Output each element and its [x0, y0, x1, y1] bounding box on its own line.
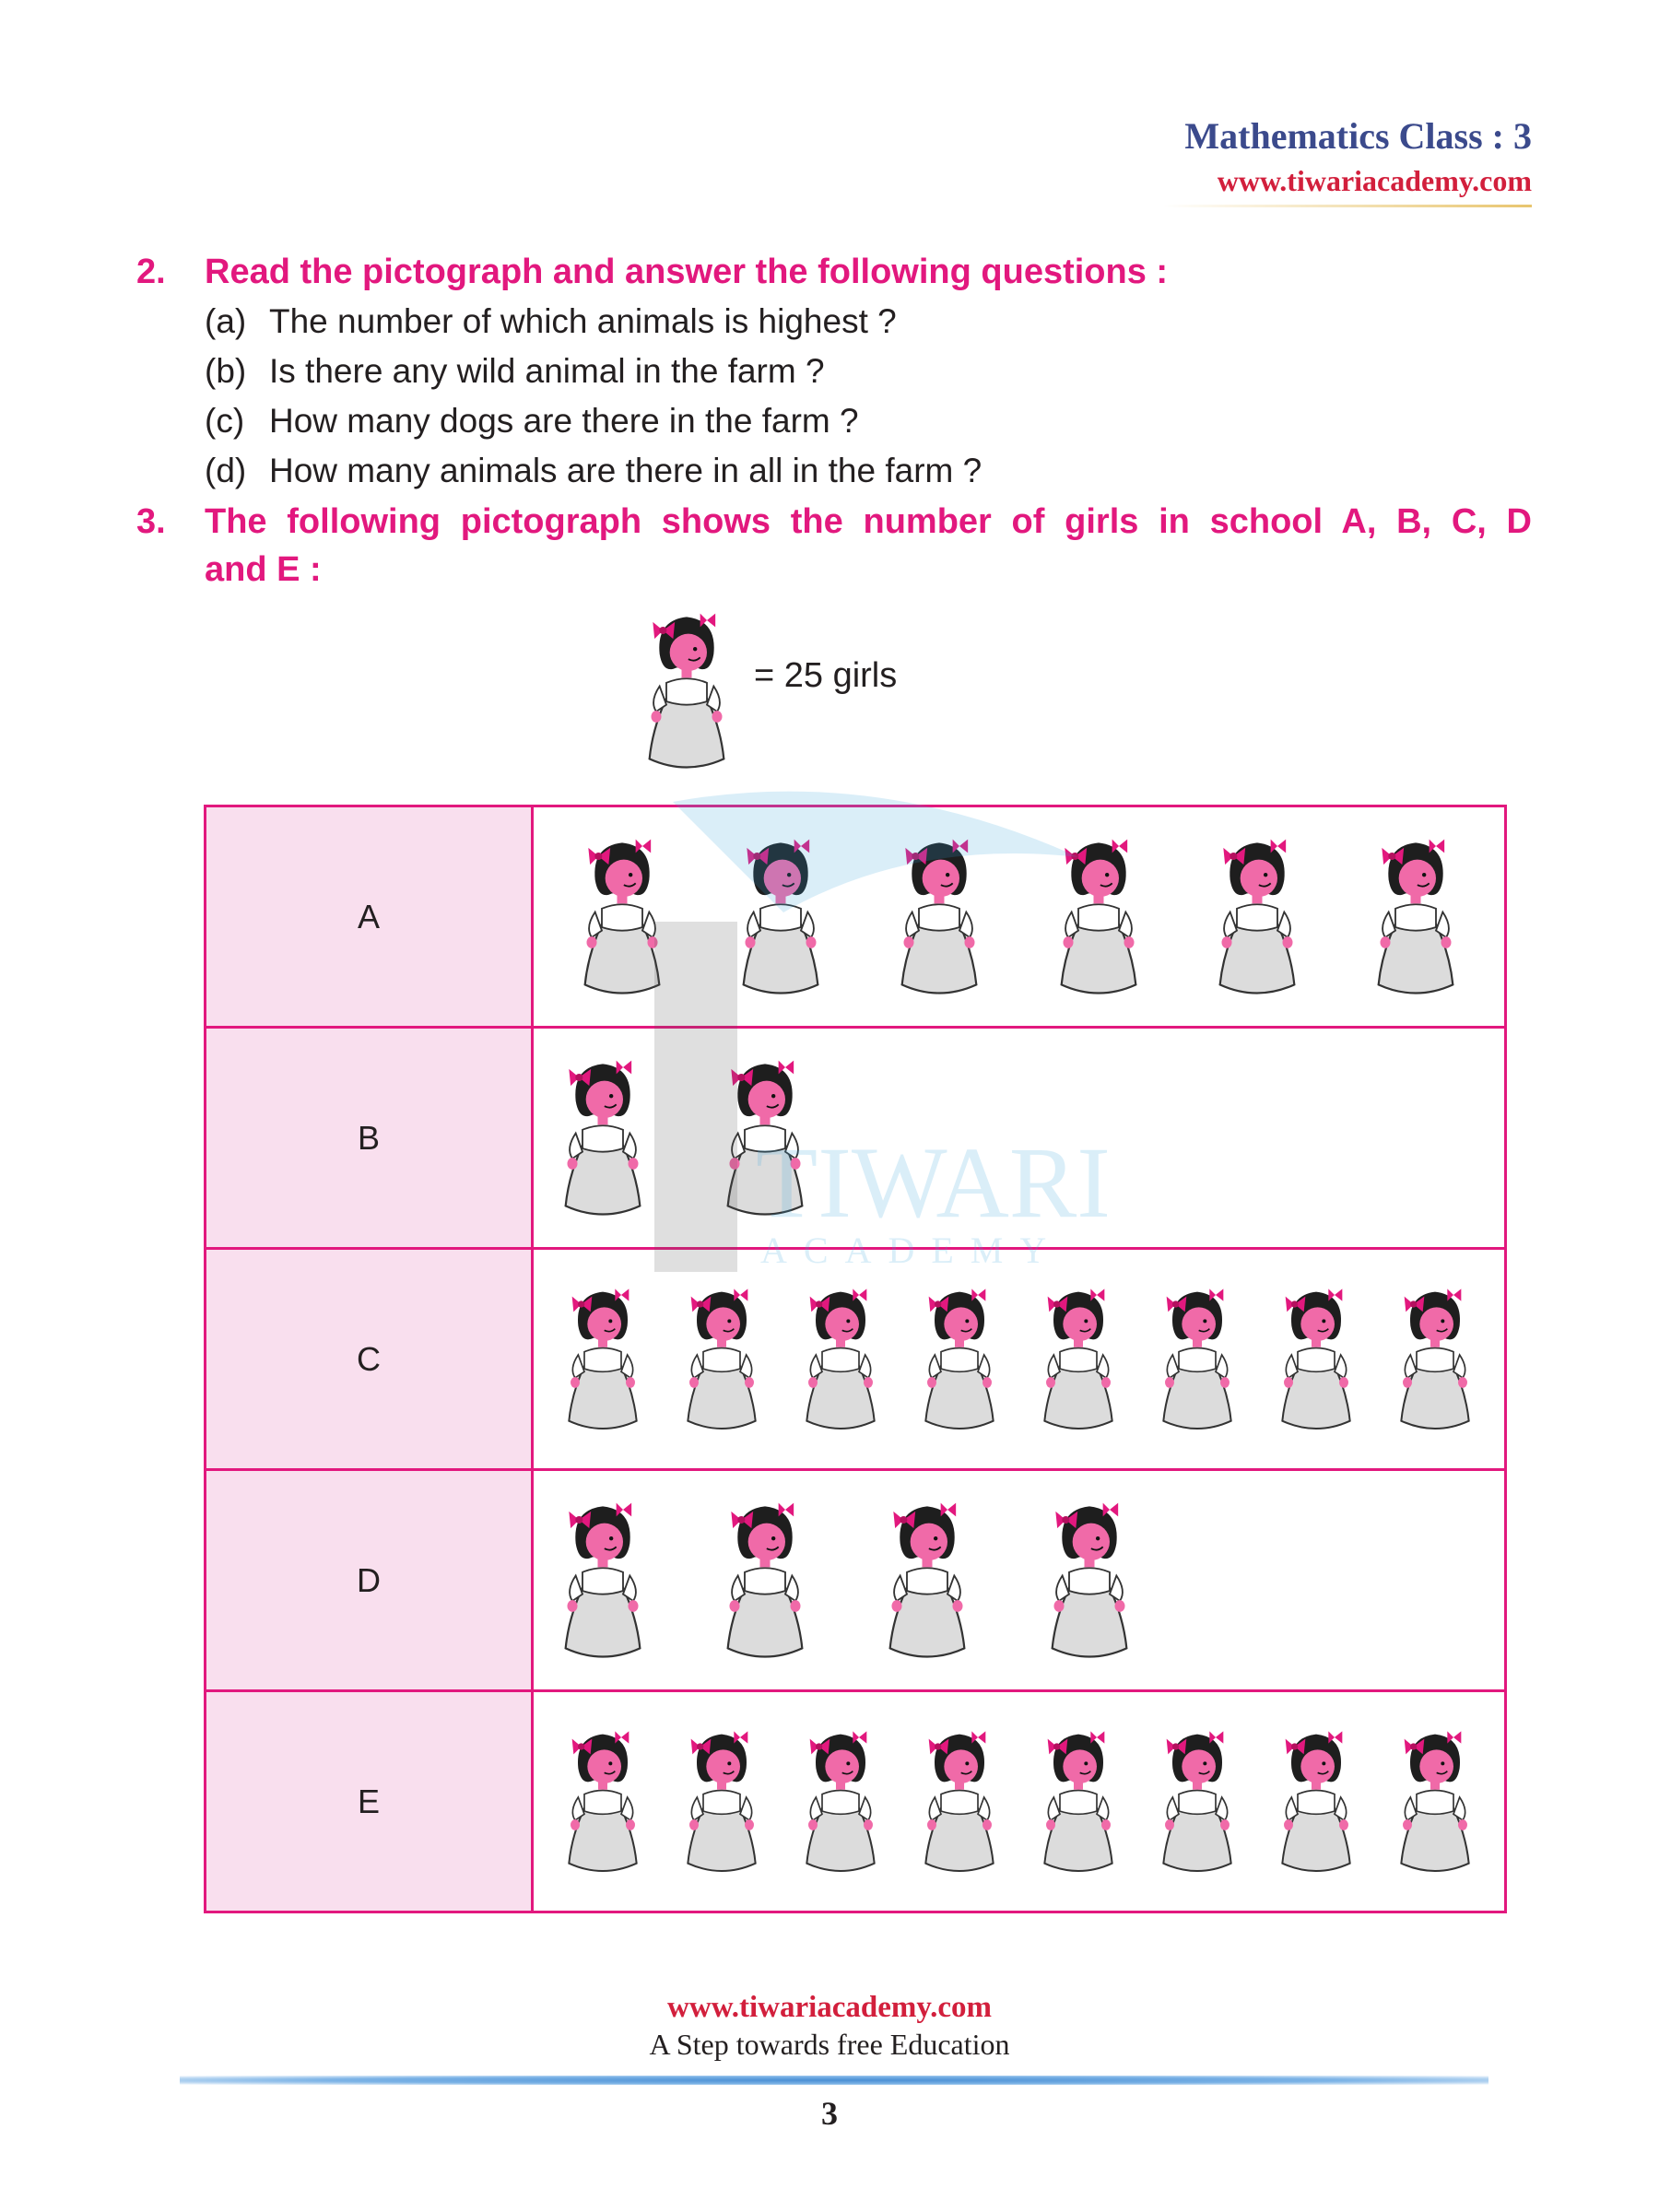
sub-label: (a) [205, 302, 247, 340]
girl-icon [571, 825, 673, 1009]
girl-icon [557, 1719, 649, 1885]
pictograph-table [204, 805, 1507, 1913]
girl-icon [552, 1488, 653, 1673]
girl-icon [1032, 1719, 1124, 1885]
girl-icon [1270, 1277, 1362, 1442]
header-title: Mathematics Class : 3 [1184, 115, 1532, 157]
row-label: B [206, 1028, 533, 1249]
girl-icon [1151, 1719, 1243, 1885]
row-icons [533, 1028, 1506, 1249]
girl-icon [1365, 825, 1466, 1009]
question-2-sub-a [205, 302, 897, 341]
girl-icon [877, 1488, 978, 1673]
girl-icon [714, 1046, 816, 1230]
legend-text: = 25 girls [754, 656, 898, 695]
pictograph-row-c [206, 1249, 1506, 1470]
pictograph-row-b [206, 1028, 1506, 1249]
question-3-text-line-1: The following pictograph shows the number of girls in school A, B, C, D [205, 502, 1532, 541]
row-label: E [206, 1691, 533, 1912]
girl-icon [1032, 1277, 1124, 1442]
girl-icon [1151, 1277, 1243, 1442]
row-icons [533, 1691, 1506, 1912]
question-2-sub-b [205, 352, 825, 391]
row-label: A [206, 806, 533, 1028]
sub-label: (c) [205, 402, 245, 440]
girl-icon [888, 825, 990, 1009]
row-label: D [206, 1470, 533, 1691]
girl-icon [794, 1277, 887, 1442]
girl-icon [1048, 825, 1149, 1009]
row-icons [533, 806, 1506, 1028]
question-2-number: 2. [136, 253, 166, 291]
sub-text: How many animals are there in all in the farm ? [269, 452, 982, 489]
girl-icon [676, 1719, 768, 1885]
pictograph-row-a [206, 806, 1506, 1028]
question-2-sub-c [205, 402, 859, 441]
row-icons [533, 1249, 1506, 1470]
footer-divider [180, 2076, 1488, 2085]
girl-icon [1389, 1719, 1481, 1885]
girl-icon [676, 1277, 768, 1442]
question-3-text-line-2: and E : [205, 550, 322, 589]
footer-url[interactable]: www.tiwariacademy.com [667, 1991, 992, 2024]
header-divider [1163, 205, 1532, 207]
row-label: C [206, 1249, 533, 1470]
sub-text: The number of which animals is highest ? [269, 302, 897, 340]
girl-icon [730, 825, 831, 1009]
sub-label: (d) [205, 452, 247, 489]
girl-icon [557, 1277, 649, 1442]
footer-tagline: A Step towards free Education [649, 2028, 1010, 2061]
pictograph-row-e [206, 1691, 1506, 1912]
page-number: 3 [821, 2095, 838, 2132]
girl-icon [794, 1719, 887, 1885]
girl-icon [1270, 1719, 1362, 1885]
pictograph-row-d [206, 1470, 1506, 1691]
sub-text: Is there any wild animal in the farm ? [269, 352, 825, 390]
girl-icon [1039, 1488, 1140, 1673]
watermark-subtext: ACADEMY [760, 1230, 1064, 1271]
question-2-sub-d [205, 452, 982, 490]
girl-icon [1389, 1277, 1481, 1442]
legend-girl-icon [636, 599, 737, 783]
question-2-text: Read the pictograph and answer the following questions : [205, 253, 1169, 291]
sub-label: (b) [205, 352, 247, 390]
question-3-number: 3. [136, 502, 166, 541]
watermark-text: TIWARI [756, 1126, 1111, 1239]
sub-text: How many dogs are there in the farm ? [269, 402, 859, 440]
girl-icon [714, 1488, 816, 1673]
girl-icon [913, 1277, 1006, 1442]
row-icons [533, 1470, 1506, 1691]
header-url[interactable]: www.tiwariacademy.com [1217, 164, 1532, 197]
girl-icon [913, 1719, 1006, 1885]
girl-icon [1206, 825, 1308, 1009]
girl-icon [552, 1046, 653, 1230]
